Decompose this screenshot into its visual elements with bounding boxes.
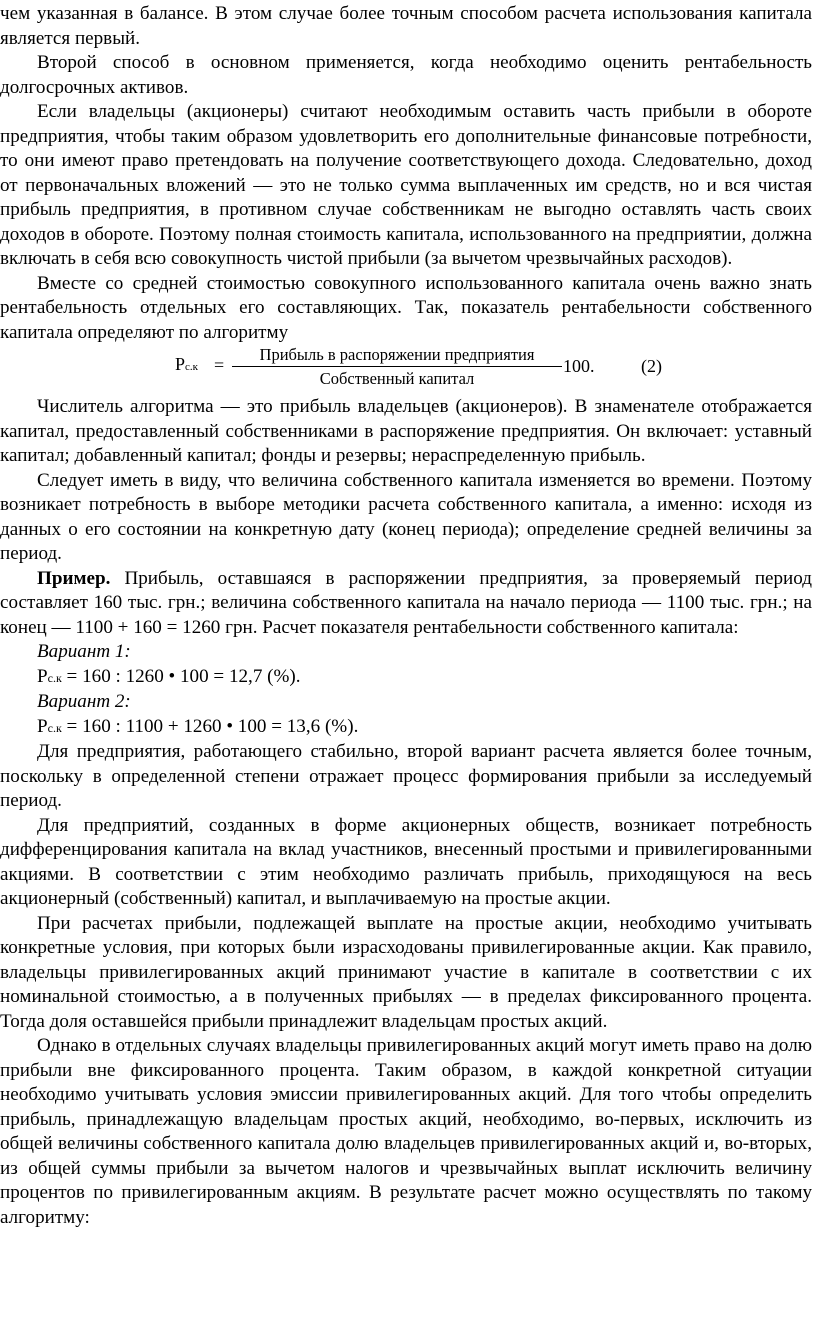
formula-numerator: Прибыль в распоряжении предприятия <box>259 345 535 364</box>
paragraph-10: При расчетах прибыли, подлежащей выплате на простые акции, необходимо учитывать конкретные условия, при которых были израсходованы привилегированные акции. Как правило, владельцы привилегированных акций принимают участие в капитале в соответствии с их номинальной стоимостью, а в полученных прибылях — в пределах фиксированного процента. Тогда доля оставшейся прибыли принадлежит владельцам простых акций. <box>0 912 812 1032</box>
formula-number: (2) <box>641 356 662 376</box>
paragraph-4: Вместе со средней стоимостью совокупного использованного капитала очень важно знать рентабельность отдельных его составляющих. Так, показатель рентабельности собственного капитала определяют по алгоритму <box>0 272 812 343</box>
formula-lhs: Рс.к <box>175 354 198 374</box>
variant-2-formula: Рс.к = 160 : 1100 + 1260 • 100 = 13,6 (%). <box>37 715 359 737</box>
variant-1-label: Вариант 1: <box>37 641 131 662</box>
variant-2-label: Вариант 2: <box>37 691 131 712</box>
example-label: Пример. <box>37 567 111 589</box>
formula-multiplier: 100. <box>563 356 595 376</box>
paragraph-6: Следует иметь в виду, что величина собственного капитала изменяется во времени. Поэтому возникает потребность в выборе методики расчета собственного капитала, а именно: исходя из данных о его состоянии на конкретную дату (конец периода); определение средней величины за период. <box>0 469 812 564</box>
paragraph-2: Второй способ в основном применяется, когда необходимо оценить рентабельность долгосрочных активов. <box>0 52 812 98</box>
formula-fraction <box>232 345 562 389</box>
formula-denominator: Собственный капитал <box>319 369 475 388</box>
example-paragraph <box>0 567 816 641</box>
paragraph-11: Однако в отдельных случаях владельцы привилегированных акций могут иметь право на долю прибыли вне фиксированного процента. Таким образом, в каждой конкретной ситуации необходимо учитывать условия эмиссии привилегированных акций. Для того чтобы определить прибыль, принадлежащую владельцам простых акций, необходимо, во-первых, исключить из общей величины собственного капитала долю владельцев привилегированных акций и, во-вторых, из общей суммы прибыли за вычетом налогов и чрезвычайных выплат исключить величину процентов по привилегированным акциям. В результате расчет можно осуществлять по такому алгоритму: <box>0 1035 812 1228</box>
paragraph-3: Если владельцы (акционеры) считают необходимым оставить часть прибыли в обороте предприятия, чтобы таким образом удовлетворить его дополнительные финансовые потребности, то они имеют право претендовать на получение соответствующего дохода. Следовательно, доход от первоначальных вложений — это не только сумма выплаченных им средств, но и вся чистая прибыль предприятия, в противном случае собственникам не выгодно оставлять часть своих доходов в обороте. Поэтому полная стоимость капитала, использованного на предприятии, должна включать в себя всю совокупность чистой прибыли (за вычетом чрезвычайных расходов). <box>0 101 812 269</box>
fraction-bar <box>232 366 562 367</box>
paragraph-5: Числитель алгоритма — это прибыль владельцев (акционеров). В знаменателе отображается капитал, предоставленный собственниками в распоряжение предприятия. Он включает: уставный капитал; добавленный капитал; фонды и резервы; нераспределенную прибыль. <box>0 396 812 466</box>
variant-1-formula: Рс.к = 160 : 1260 • 100 = 12,7 (%). <box>37 665 301 687</box>
example-text: Прибыль, оставшаяся в распоряжении предприятия, за проверяемый период составляет 160 тыс. грн.; величина собственного капитала на начало периода — 1100 тыс. грн.; на конец — 1100 + 160 = 1260 грн. Расчет показателя рентабельности собственного капитала: <box>0 567 812 638</box>
formula-equals: = <box>214 355 225 375</box>
paragraph-8: Для предприятия, работающего стабильно, второй вариант расчета является более точным, поскольку в определенной степени отражает процесс формирования прибыли за исследуемый период. <box>0 741 812 811</box>
formula-2 <box>0 345 816 395</box>
paragraph-1: чем указанная в балансе. В этом случае более точным способом расчета использования капитала является первый. <box>0 3 812 49</box>
paragraph-9: Для предприятий, созданных в форме акционерных обществ, возникает потребность дифференцирования капитала на вклад участников, внесенный простыми и привилегированными акциями. В соответствии с этим необходимо различать прибыль, приходящуюся на весь акционерный (собственный) капитал, и выплачиваемую на простые акции. <box>0 814 812 909</box>
